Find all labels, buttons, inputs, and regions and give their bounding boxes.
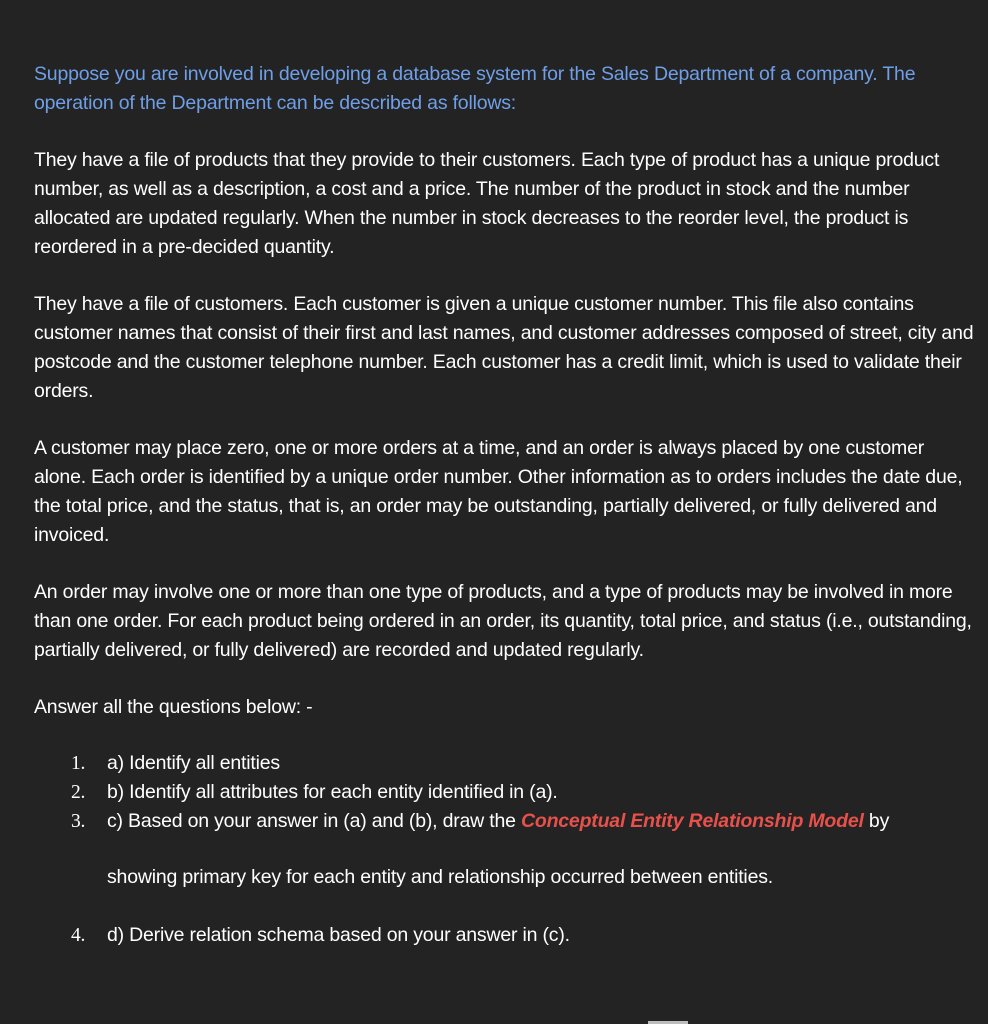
- intro-paragraph: Suppose you are involved in developing a database system for the Sales Department of a company. The operation of the Department can be described as follows:: [34, 63, 916, 114]
- question-list: [34, 749, 974, 836]
- emphasis-text: Conceptual Entity Relationship Model: [520, 810, 864, 832]
- document-body: [34, 60, 974, 950]
- question-list-continued: [34, 921, 974, 950]
- question-continuation: showing primary key for each entity and relationship occurred between entities.: [107, 866, 773, 888]
- question-item: [34, 921, 974, 950]
- products-paragraph: They have a file of products that they provide to their customers. Each type of product has a unique product number, as well as a description, a cost and a price. The number of the product in stock and the number allocated are updated regularly. When the number in stock decreases to the reorder level, the product is reordered in a pre-decided quantity.: [34, 149, 940, 258]
- question-text: d) Derive relation schema based on your answer in (c).: [107, 924, 570, 946]
- orders-paragraph: A customer may place zero, one or more orders at a time, and an order is always placed by one customer alone. Each order is identified by a unique order number. Other information as to orders includes the date due, the total price, and the status, that is, an order may be outstanding, partially delivered, or fully delivered and invoiced.: [34, 437, 963, 546]
- question-number: 2.: [71, 782, 86, 803]
- question-number: 3.: [71, 811, 86, 832]
- question-item: [34, 749, 974, 778]
- question-text: c) Based on your answer in (a) and (b), draw the: [107, 810, 521, 832]
- question-item: [34, 778, 974, 807]
- order-products-paragraph: An order may involve one or more than one type of products, and a type of products may be involved in more than one order. For each product being ordered in an order, its quantity, total price, and status (i.e., outstanding, partially delivered, or fully delivered) are recorded and updated regularly.: [34, 581, 972, 661]
- question-item: [34, 807, 974, 836]
- customers-paragraph: They have a file of customers. Each customer is given a unique customer number. This file also contains customer names that consist of their first and last names, and customer addresses composed of street, city and postcode and the customer telephone number. Each customer has a credit limit, which is used to validate their orders.: [34, 293, 974, 402]
- question-text-tail: by: [863, 810, 890, 832]
- question-text: b) Identify all attributes for each entity identified in (a).: [107, 781, 558, 803]
- question-text: a) Identify all entities: [107, 752, 280, 774]
- question-number: 1.: [71, 753, 86, 774]
- instruction-text: Answer all the questions below: -: [34, 696, 313, 718]
- question-number: 4.: [71, 925, 86, 946]
